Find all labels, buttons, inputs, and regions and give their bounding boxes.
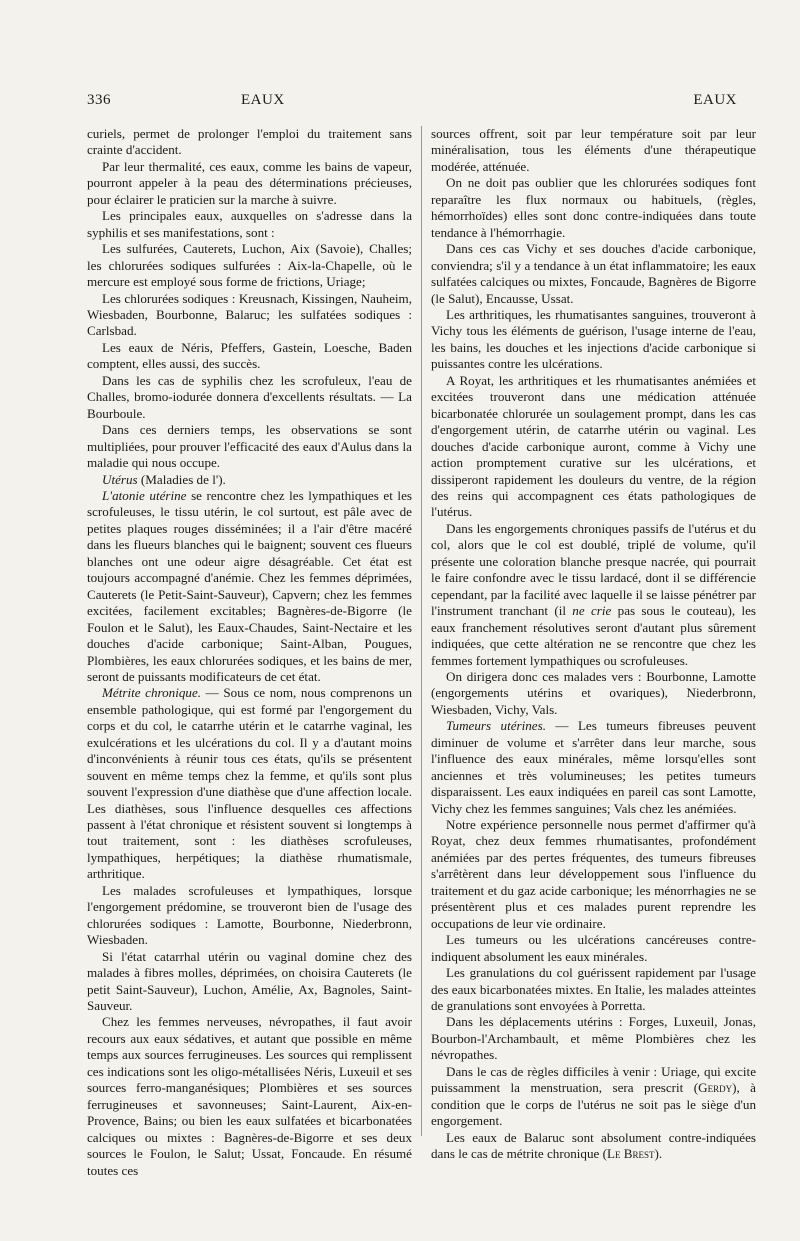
paragraph: Par leur thermalité, ces eaux, comme les bains de vapeur, pourront appeler à la peau des déterminations précieuses, pour éclairer le praticien sur la marche à suivre. <box>87 158 412 207</box>
paragraph <box>431 1130 756 1163</box>
header-title-left: EAUX <box>241 92 285 108</box>
right-column <box>431 126 756 1163</box>
paragraph-text: ), à condition que le corps de l'utérus ne soit pas le siège d'un engorgement. <box>431 1080 756 1129</box>
section-heading: Métrite chronique. <box>102 685 202 701</box>
paragraph: Les malades scrofuleuses et lympathiques, lorsque l'engorgement prédomine, se trouveront bien de l'usage des chlorurées sodiques : Lamotte, Bourbonne, Niederbronn, Wiesbaden. <box>87 882 412 948</box>
paragraph <box>431 1064 756 1130</box>
paragraph-text: — Sous ce nom, nous comprenons un ensemble pathologique, qui est formé par l'engorgement du corps et du col, le catarrhe utérin et le catarrhe vaginal, les exulcérations et les ulcérations du col. Il y a d'autant moins d'inconvénients à réunir tous ces états, qu'ils se présentent souvent en même temps chez la femme, et qu'ils sont plus souvent l'expression d'une diathèse que d'une affection locale. Les diathèses, sous l'influence desquelles ces affections passent à l'état chronique et résistent souvent si longtemps à tout traitement, sont : les diathèses scrofuleuses, lympathiques, herpétiques; la diathèse rhumatismale, arthritique. <box>87 685 412 882</box>
paragraph-text: Les eaux de Balaruc sont absolument contre-indiquées dans le cas de métrite chronique ( <box>431 1129 756 1162</box>
author-citation: Le Brest <box>606 1146 655 1162</box>
paragraph: On ne doit pas oublier que les chlorurées sodiques font reparaître les flux normaux ou habituels, (règles, hémorrhoïdes) elles sont donc contre-indiquées dans toute tendance à l'hémorrhagie. <box>431 175 756 240</box>
paragraph-text: pas sous le couteau), les eaux franchement résolutives seront d'autant plus sûrement indiquées, que cette altération ne se rencontre que chez les femmes fortement lympathiques ou scrofuleuses. <box>431 603 756 668</box>
paragraph: Dans ces derniers temps, les observations se sont multipliées, pour prouver l'efficacité des eaux d'Aulus dans la maladie qui nous occupe. <box>87 422 412 471</box>
paragraph: Les arthritiques, les rhumatisantes sanguines, trouveront à Vichy tous les éléments de guérison, l'usage interne de l'eau, les bains, les douches et les injections d'acide carbonique si puissantes contre les ulcérations. <box>431 306 756 372</box>
section-heading: Tumeurs utérines. <box>446 718 546 734</box>
left-column <box>87 126 412 1179</box>
section-heading: Utérus <box>102 471 138 487</box>
paragraph <box>431 718 756 817</box>
author-citation: Gerdy <box>698 1080 733 1096</box>
paragraph: Si l'état catarrhal utérin ou vaginal domine chez des malades à fibres molles, déprimées, on choisira Cauterets (le petit Saint-Sauveur), Luchon, Amélie, Ax, Bagnoles, Saint-Sauveur. <box>87 948 412 1014</box>
paragraph: Les granulations du col guérissent rapidement par l'usage des eaux bicarbonatées mixtes. En Italie, les malades atteintes de granulations sont envoyées à Porretta. <box>431 965 756 1014</box>
paragraph-text: se rencontre chez les lympathiques et les scrofuleuses, le tissu utérin, le col surtout, est pâle avec de petites plaques rouges disséminées; il a l'air d'être macéré dans les flueurs blanches qui le baignent; souvent ces flueurs blanches ont une odeur aigre désagréable. Cet état est toujours accompagné d'anémie. Chez les femmes déprimées, Cauterets (le Petit-Saint-Sauveur), Capvern; chez les femmes excitées, facilement excitables; Bagnères-de-Bigorre (le Foulon et le Salut), les Eaux-Chaudes, Saint-Nectaire et les douches d'acide carbonique; Saint-Alban, Pougues, Plombières, les eaux chlorurées sodiques, et les bains de mer, seront de puissants modificateurs de cet état. <box>87 487 412 684</box>
paragraph: Les principales eaux, auxquelles on s'adresse dans la syphilis et ses manifestations, sont : <box>87 208 412 240</box>
paragraph-text: — Les tumeurs fibreuses peuvent diminuer de volume et s'arrêter dans leur marche, sous l'influence des eaux minérales, même lorsqu'elles sont anciennes et très volumineuses; les petites tumeurs disparaissent. Les eaux indiquées en pareil cas sont Lamotte, Vichy chez les femmes sanguines; Vals chez les anémiées. <box>431 718 757 816</box>
paragraph <box>87 685 412 882</box>
italic-phrase: ne crie <box>572 603 612 619</box>
paragraph <box>87 472 412 488</box>
paragraph: sources offrent, soit par leur température soit par leur minéralisation, tous les éléments d'une thérapeutique modérée, atténuée. <box>431 126 756 174</box>
paragraph: A Royat, les arthritiques et les rhumatisantes anémiées et excitées trouveront dans une médication atténuée bicarbonatée chlorurée un soulagement prompt, dans les cas d'engorgement utérin, de catarrhe utérin ou vaginal. Les douches d'acide carbonique auront, comme à Vichy une action promptement curative sur les ulcérations, et dissiperont rapidement les douleurs du ventre, de la région des reins qui accompagnent ces états pathologiques de l'utérus. <box>431 372 756 520</box>
paragraph: Dans les déplacements utérins : Forges, Luxeuil, Jonas, Bourbon-l'Archambault, et même Plombières chez les névropathes. <box>431 1014 756 1063</box>
paragraph-text: Dans le cas de règles difficiles à venir : Uriage, qui excite puissamment la menstruation, sera prescrit ( <box>431 1063 756 1096</box>
paragraph: Les eaux de Néris, Pfeffers, Gastein, Loesche, Baden comptent, elles aussi, des succès. <box>87 339 412 372</box>
paragraph: Les tumeurs ou les ulcérations cancéreuses contre-indiquent absolument les eaux minérales. <box>431 932 756 964</box>
paragraph: On dirigera donc ces malades vers : Bourbonne, Lamotte (engorgements utérins et ovariques), Niederbronn, Wiesbaden, Vichy, Vals. <box>431 668 756 717</box>
paragraph: Notre expérience personnelle nous permet d'affirmer qu'à Royat, chez deux femmes rhumatisantes, profondément anémiées par des pertes fréquentes, des tumeurs fibreuses s'arrêtèrent dans leur développement sous l'influence du traitement et du gaz acide carbonique; les ménorrhagies ne se présentèrent plus et ces malades purent reprendre les occupations de leur vie ordinaire. <box>431 817 756 931</box>
paragraph-text: ). <box>654 1146 663 1162</box>
column-divider <box>421 126 422 1136</box>
paragraph: Les sulfurées, Cauterets, Luchon, Aix (Savoie), Challes; les chlorurées sodiques sulfurées : Aix-la-Chapelle, où le mercure est employé sous forme de frictions, Uriage; <box>87 241 412 290</box>
paragraph: curiels, permet de prolonger l'emploi du traitement sans crainte d'accident. <box>87 126 412 158</box>
paragraph <box>431 521 756 669</box>
paragraph: Chez les femmes nerveuses, névropathes, il faut avoir recours aux eaux sédatives, et autant que possible en même temps aux sources ferrugineuses. Les sources qui remplissent ces indications sont les oligo-métallisées Néris, Luxeuil et ses sources ferro-manganésiques; Plombières et ses sources ferrugineuses et savonneuses; Saint-Laurent, Aix-en-Provence, Bains; ou bien les eaux sulfatées et bicarbonatées calciques ou mixtes : Bagnères-de-Bigorre et ses deux sources le Foulon, le Salut; Ussat, Foncaude. En résumé toutes ces <box>87 1014 412 1178</box>
running-header <box>87 92 737 112</box>
paragraph: Dans les cas de syphilis chez les scrofuleux, l'eau de Challes, bromo-iodurée donnera d'excellents résultats. — La Bourboule. <box>87 372 412 421</box>
paragraph-text: (Maladies de l'). <box>137 471 226 487</box>
paragraph <box>87 488 412 685</box>
section-heading: L'atonie utérine <box>102 487 187 503</box>
header-title-right: EAUX <box>693 92 737 108</box>
paragraph: Dans ces cas Vichy et ses douches d'acide carbonique, conviendra; s'il y a tendance à un état inflammatoire; les eaux sulfatées calciques ou mixtes, Foncaude, Bagnères de Bigorre (le Salut), Encausse, Ussat. <box>431 241 756 306</box>
page-number: 336 <box>87 92 111 108</box>
paragraph-text: Dans les engorgements chroniques passifs de l'utérus et du col, alors que le col est doublé, triplé de volume, qu'il présente une coloration blanche presque nacrée, qui pourrait le faire confondre avec le tissu lardacé, dont il se différencie cependant, par la facilité avec laquelle il se laisse pénétrer par l'instrument tranchant (il <box>431 520 756 619</box>
paragraph: Les chlorurées sodiques : Kreusnach, Kissingen, Nauheim, Wiesbaden, Bourbonne, Balaruc; les sulfatées sodiques : Carlsbad. <box>87 290 412 339</box>
